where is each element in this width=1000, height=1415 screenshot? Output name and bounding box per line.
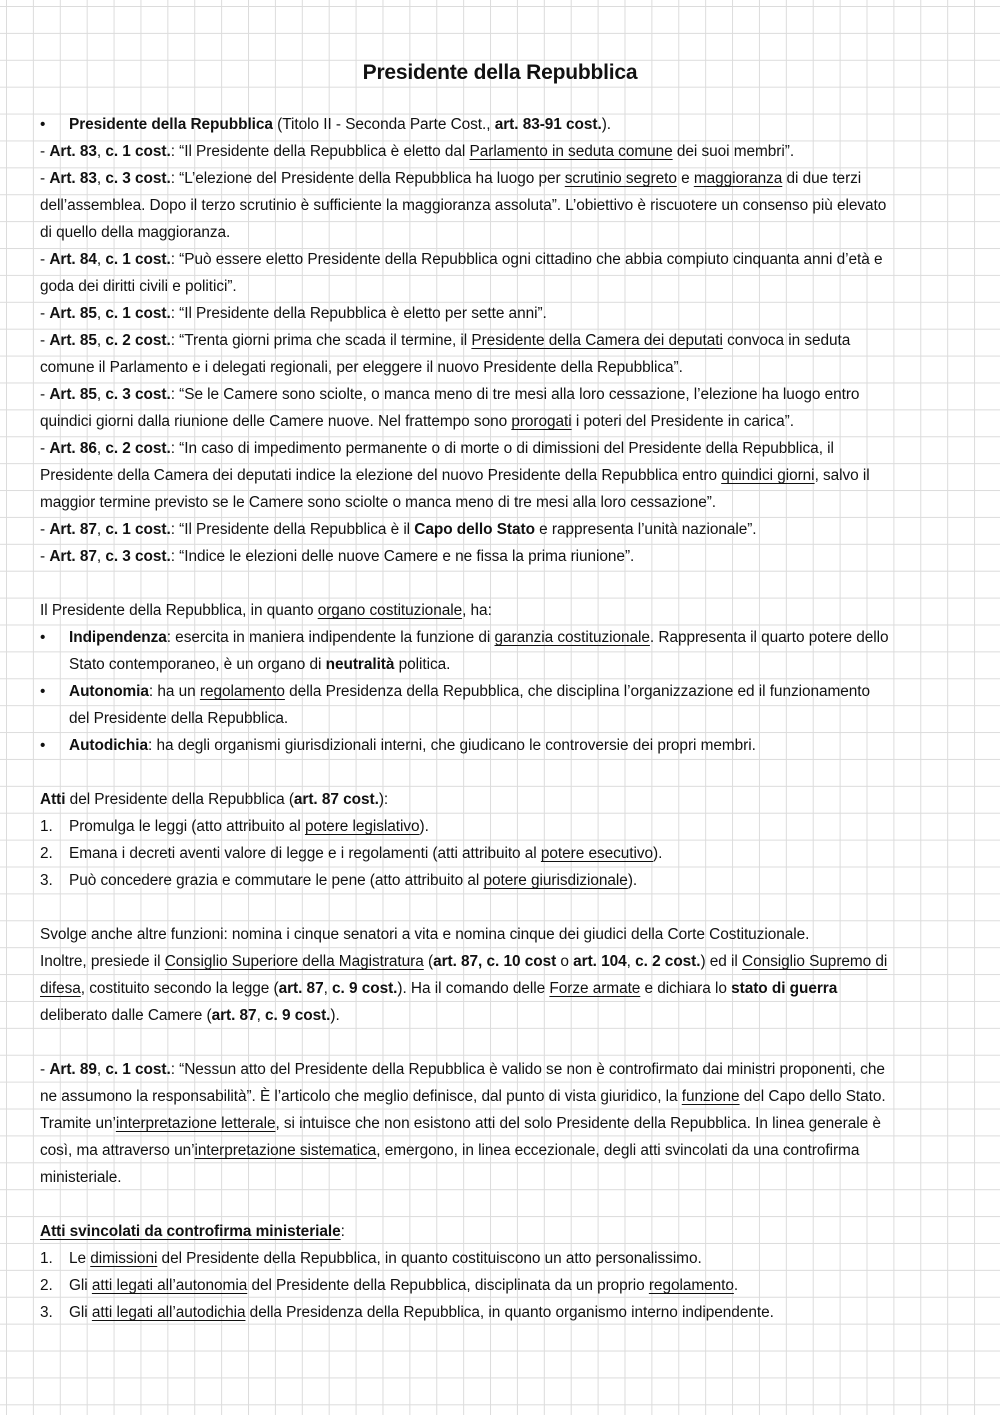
text-span: : “L’elezione del Presidente della Repubblica ha luogo per xyxy=(170,170,565,187)
art-83-c1 xyxy=(40,138,960,165)
text-span: stato di guerra xyxy=(731,980,838,997)
text-span: . Rappresenta il quarto potere dello xyxy=(649,629,889,646)
text-span: Può concedere grazia e commutare le pene (atto attribuito al xyxy=(69,872,484,889)
text-span: ). xyxy=(653,845,663,862)
list-item-autodichia xyxy=(40,732,960,759)
text-span: art. 104 xyxy=(573,953,627,970)
text-span: politica. xyxy=(394,656,451,673)
text-span: , xyxy=(96,548,106,565)
text-span: neutralità xyxy=(325,656,395,673)
text-span: del Presidente della Repubblica. xyxy=(69,710,289,727)
text-span: quindici giorni dalla riunione delle Camere nuove. Nel frattempo sono xyxy=(40,413,512,430)
text-span: : “Il Presidente della Repubblica è il xyxy=(170,521,415,538)
text-span: , xyxy=(96,386,106,403)
text-span: Autonomia xyxy=(69,683,149,700)
spacer xyxy=(40,1029,960,1056)
text-line xyxy=(40,948,960,975)
text-span: c. 1 cost. xyxy=(105,143,171,160)
art-87-c1 xyxy=(40,516,960,543)
text-line xyxy=(40,1002,960,1029)
intro-section xyxy=(40,111,960,570)
text-span: - xyxy=(40,332,50,349)
text-span: difesa xyxy=(40,980,81,997)
text-span: - xyxy=(40,251,50,268)
text-line xyxy=(69,624,960,651)
bullet-marker: • xyxy=(40,116,46,133)
text-span: di due terzi xyxy=(782,170,862,187)
text-span: . xyxy=(733,1277,739,1294)
text-line xyxy=(40,1083,960,1110)
text-span: Art. 85 xyxy=(49,305,97,322)
list-item-autonomia xyxy=(40,678,960,732)
text-span: , xyxy=(96,251,106,268)
text-span: del Capo dello Stato. xyxy=(739,1088,886,1105)
text-span: c. 3 cost. xyxy=(105,548,171,565)
art-89-section xyxy=(40,1056,960,1191)
text-line xyxy=(69,813,960,840)
text-span: dei suoi membri”. xyxy=(672,143,795,160)
text-span: Presidente della Camera dei deputati indice la elezione del nuovo Presidente della Repubblica entro xyxy=(40,467,722,484)
text-span: del Presidente della Repubblica ( xyxy=(65,791,294,808)
text-span: Indipendenza xyxy=(69,629,167,646)
text-span: Emana i decreti aventi valore di legge e i regolamenti (atti attribuito al xyxy=(69,845,541,862)
text-span: Il Presidente della Repubblica, in quanto xyxy=(40,602,318,619)
text-line: ministeriale. xyxy=(40,1169,122,1186)
text-span: - xyxy=(40,143,50,160)
text-span: della Presidenza della Repubblica, in quanto organismo interno indipendente. xyxy=(245,1304,774,1321)
text-line xyxy=(69,651,960,678)
text-span: , salvo il xyxy=(814,467,870,484)
art-83-c3 xyxy=(40,165,960,192)
text-span: - xyxy=(40,305,50,322)
number-marker: 1. xyxy=(40,1250,53,1267)
text-span: - xyxy=(40,440,50,457)
text-span: Promulga le leggi (atto attribuito al xyxy=(69,818,305,835)
art-85-c3 xyxy=(40,381,960,408)
text-span: potere legislativo xyxy=(304,818,420,835)
section-lead xyxy=(40,597,960,624)
text-span: (Titolo II - Seconda Parte Cost., xyxy=(272,116,495,133)
list-item xyxy=(40,813,960,840)
text-span: c. 2 cost. xyxy=(105,440,171,457)
text-span: Inoltre, presiede il xyxy=(40,953,165,970)
text-line xyxy=(69,732,960,759)
text-line: goda dei diritti civili e politici”. xyxy=(40,278,237,295)
text-span: - xyxy=(40,1061,50,1078)
list-item xyxy=(40,1245,960,1272)
text-line: comune il Parlamento e i delegati regionali, per eleggere il nuovo Presidente della Repubblica”. xyxy=(40,359,683,376)
text-span: prorogati xyxy=(511,413,572,430)
text-span: c. 9 cost. xyxy=(332,980,398,997)
art-89-c1 xyxy=(40,1056,960,1083)
text-span: Art. 85 xyxy=(49,386,97,403)
text-line xyxy=(69,1245,960,1272)
text-span: atti legati all’autonomia xyxy=(91,1277,248,1294)
text-span: art. 83-91 cost. xyxy=(494,116,602,133)
text-span: maggioranza xyxy=(693,170,783,187)
text-span: Consiglio Supremo di xyxy=(742,953,888,970)
text-span: , xyxy=(626,953,636,970)
text-span: ). xyxy=(627,872,638,889)
text-span: regolamento xyxy=(199,683,285,700)
text-span: atti legati all’autodichia xyxy=(91,1304,246,1321)
text-span: art. 87 cost. xyxy=(293,791,379,808)
text-span: Art. 85 xyxy=(49,332,97,349)
text-span: Capo dello Stato xyxy=(414,521,535,538)
section-lead xyxy=(40,1218,960,1245)
text-span: c. 3 cost. xyxy=(105,170,171,187)
text-span: Art. 87 xyxy=(49,521,97,538)
text-line xyxy=(69,732,960,759)
text-span: regolamento xyxy=(648,1277,734,1294)
text-span: : “Nessun atto del Presidente della Repubblica è valido se non è controfirmato dai ministri proponenti, che xyxy=(170,1061,885,1078)
text-span: : esercita in maniera indipendente la funzione di xyxy=(166,629,495,646)
text-line: Svolge anche altre funzioni: nomina i cinque senatori a vita e nomina cinque dei giudici della Corte Costituzionale. xyxy=(40,926,810,943)
text-line xyxy=(40,462,960,489)
text-span: Atti svincolati da controfirma ministeriale xyxy=(40,1223,341,1240)
page-title: Presidente della Repubblica xyxy=(362,61,638,84)
text-span: ): xyxy=(378,791,389,808)
text-span: Le xyxy=(69,1250,91,1267)
art-87-c3 xyxy=(40,543,960,570)
text-span: c. 2 cost. xyxy=(635,953,701,970)
text-span: art. 87 xyxy=(211,1007,257,1024)
spacer xyxy=(40,570,960,597)
text-span: Forze armate xyxy=(549,980,641,997)
text-span: Art. 86 xyxy=(49,440,97,457)
text-line xyxy=(40,1110,960,1137)
text-span: - xyxy=(40,521,50,538)
text-span: del Presidente della Repubblica, disciplinata da un proprio xyxy=(247,1277,649,1294)
text-span: interpretazione letterale xyxy=(115,1115,276,1132)
list-item xyxy=(40,1272,960,1299)
spacer xyxy=(40,1191,960,1218)
text-span: interpretazione sistematica xyxy=(194,1142,377,1159)
text-line xyxy=(69,624,960,678)
text-line xyxy=(69,1272,960,1299)
svincolati-section xyxy=(40,1218,960,1326)
text-line: dell’assemblea. Dopo il terzo scrutinio è sufficiente la maggioranza assoluta”. L’obiettivo è riscuotere un consenso più elevato xyxy=(40,197,887,214)
text-line: di quello della maggioranza. xyxy=(40,224,231,241)
text-span: della Presidenza della Repubblica, che disciplina l’organizzazione ed il funzionamento xyxy=(284,683,871,700)
text-span: così, ma attraverso un’ xyxy=(40,1142,195,1159)
text-span: , emergono, in linea eccezionale, degli atti svincolati da una controfirma xyxy=(376,1142,860,1159)
text-span: Presidente della Camera dei deputati xyxy=(471,332,723,349)
list-item xyxy=(40,867,960,894)
text-span: , si intuisce che non esistono atti del solo Presidente della Repubblica. In linea generale è xyxy=(275,1115,881,1132)
funzioni-section xyxy=(40,921,960,1029)
text-span: scrutinio segreto xyxy=(564,170,677,187)
text-span: ). xyxy=(330,1007,340,1024)
art-84-c1 xyxy=(40,246,960,273)
text-span: : xyxy=(340,1223,345,1240)
text-line xyxy=(69,1299,960,1326)
atti-section xyxy=(40,786,960,894)
text-span: potere giurisdizionale xyxy=(483,872,628,889)
text-span: e xyxy=(676,170,694,187)
text-span: art. 87, c. 10 cost xyxy=(433,953,557,970)
text-span: ). xyxy=(419,818,429,835)
bullet-marker: • xyxy=(40,683,46,700)
text-span: , xyxy=(256,1007,266,1024)
text-span: , xyxy=(96,143,106,160)
text-span: : “Indice le elezioni delle nuove Camere e ne fissa la prima riunione”. xyxy=(170,548,635,565)
text-span: , xyxy=(323,980,333,997)
text-span: Consiglio Superiore della Magistratura xyxy=(164,953,424,970)
text-span: : “Il Presidente della Repubblica è eletto dal xyxy=(170,143,470,160)
text-span: - xyxy=(40,386,50,403)
text-span: ) ed il xyxy=(700,953,742,970)
text-span: ( xyxy=(423,953,434,970)
section-lead xyxy=(40,786,960,813)
text-span: c. 1 cost. xyxy=(105,1061,171,1078)
text-span: ). xyxy=(601,116,612,133)
art-85-c2 xyxy=(40,327,960,354)
spacer xyxy=(40,894,960,921)
art-85-c1 xyxy=(40,300,960,327)
text-span: : ha un xyxy=(148,683,200,700)
text-span: Art. 89 xyxy=(49,1061,97,1078)
text-span: Stato contemporaneo, è un organo di xyxy=(69,656,326,673)
text-span: o xyxy=(556,953,574,970)
text-span: convoca in seduta xyxy=(722,332,851,349)
number-marker: 3. xyxy=(40,1304,53,1321)
text-span: : “In caso di impedimento permanente o di morte o di dimissioni del Presidente della Repubblica, il xyxy=(170,440,834,457)
text-span: : “Se le Camere sono sciolte, o manca meno di tre mesi alla loro cessazione, l’elezione ha luogo entro xyxy=(170,386,860,403)
text-span: e rappresenta l’unità nazionale”. xyxy=(534,521,757,538)
text-span: c. 1 cost. xyxy=(105,251,171,268)
text-span: : “Trenta giorni prima che scada il termine, il xyxy=(170,332,472,349)
text-span: Tramite un’ xyxy=(40,1115,116,1132)
text-span: funzione xyxy=(681,1088,740,1105)
spacer xyxy=(40,759,960,786)
text-line xyxy=(40,408,960,435)
text-span: Presidente della Repubblica xyxy=(69,116,273,133)
text-span: : “Il Presidente della Repubblica è eletto per sette anni”. xyxy=(170,305,547,322)
text-span: Autodichia xyxy=(69,737,149,754)
bullet-marker: • xyxy=(40,737,46,754)
text-span: art. 87 xyxy=(278,980,324,997)
text-span: i poteri del Presidente in carica”. xyxy=(571,413,794,430)
bullet-marker: • xyxy=(40,629,46,646)
text-span: , xyxy=(96,332,106,349)
number-marker: 1. xyxy=(40,818,53,835)
text-span: Art. 87 xyxy=(49,548,97,565)
text-span: - xyxy=(40,170,50,187)
text-span: quindici giorni xyxy=(721,467,815,484)
text-line xyxy=(69,840,960,867)
text-span: c. 2 cost. xyxy=(105,332,171,349)
list-item xyxy=(40,840,960,867)
list-item xyxy=(40,1299,960,1326)
text-span: , xyxy=(96,521,106,538)
text-span: - xyxy=(40,548,50,565)
art-86-c2 xyxy=(40,435,960,462)
text-span: e dichiara lo xyxy=(640,980,732,997)
number-marker: 3. xyxy=(40,872,53,889)
text-span: c. 1 cost. xyxy=(105,521,171,538)
text-span: Gli xyxy=(69,1277,92,1294)
text-span: , ha: xyxy=(462,602,492,619)
text-span: Art. 83 xyxy=(49,170,97,187)
text-span: , xyxy=(96,1061,106,1078)
text-span: , costituito secondo la legge ( xyxy=(80,980,279,997)
text-span: Atti xyxy=(40,791,66,808)
text-span: , xyxy=(96,305,106,322)
number-marker: 2. xyxy=(40,845,53,862)
text-line xyxy=(40,1137,960,1164)
list-item-indipendenza xyxy=(40,624,960,678)
number-marker: 2. xyxy=(40,1277,53,1294)
text-line xyxy=(40,975,960,1002)
intro-bullet-item xyxy=(40,111,960,138)
text-span: del Presidente della Repubblica, in quanto costituiscono un atto personalissimo. xyxy=(157,1250,702,1267)
text-span: potere esecutivo xyxy=(540,845,654,862)
text-span: Parlamento in seduta comune xyxy=(469,143,673,160)
text-span: dimissioni xyxy=(90,1250,158,1267)
text-line: maggior termine previsto se le Camere sono sciolte o manca meno di tre mesi alla loro cessazione”. xyxy=(40,494,717,511)
text-span: organo costituzionale xyxy=(317,602,463,619)
text-line xyxy=(69,867,960,894)
text-span: : ha degli organismi giurisdizionali interni, che giudicano le controversie dei propri membri. xyxy=(148,737,756,754)
text-span: ne assumono la responsabilità”. È l’articolo che meglio definisce, dal punto di vista giuridico, la xyxy=(40,1088,682,1105)
organo-section xyxy=(40,597,960,759)
text-span: , xyxy=(96,170,106,187)
text-span: Art. 83 xyxy=(49,143,97,160)
text-span: Gli xyxy=(69,1304,92,1321)
text-span: Art. 84 xyxy=(49,251,97,268)
text-span: deliberato dalle Camere ( xyxy=(40,1007,212,1024)
text-span: garanzia costituzionale xyxy=(494,629,650,646)
text-span: c. 1 cost. xyxy=(105,305,171,322)
text-span: , xyxy=(96,440,106,457)
text-span: c. 3 cost. xyxy=(105,386,171,403)
text-line xyxy=(69,678,960,732)
text-span: c. 9 cost. xyxy=(265,1007,331,1024)
text-line xyxy=(69,678,960,705)
text-span: ). Ha il comando delle xyxy=(397,980,550,997)
text-line xyxy=(69,111,960,138)
text-span: : “Può essere eletto Presidente della Repubblica ogni cittadino che abbia compiuto cinquanta anni d’età e xyxy=(170,251,883,268)
